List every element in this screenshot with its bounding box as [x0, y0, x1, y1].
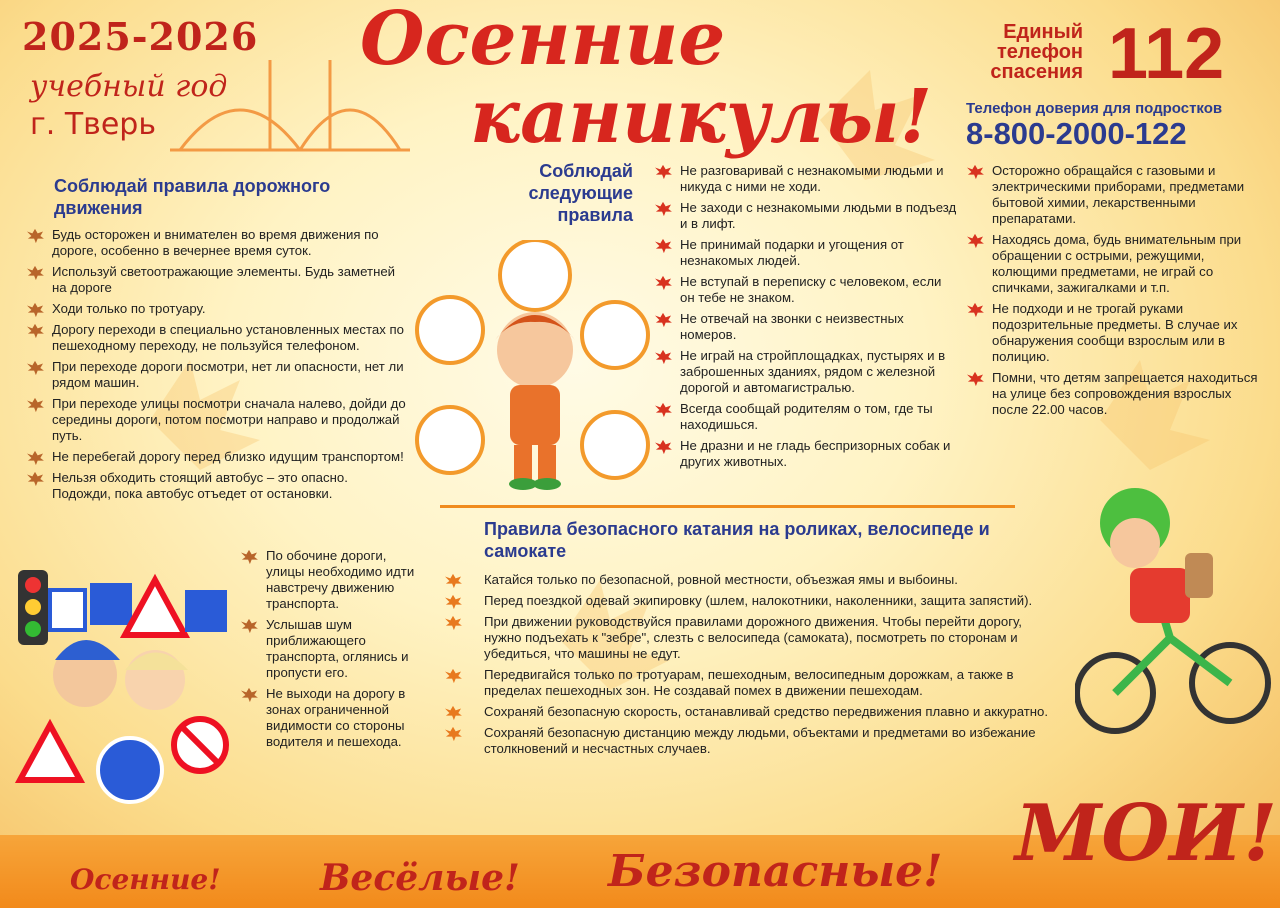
- city-name: г. Тверь: [30, 107, 157, 142]
- title-line-2: каникулы!: [470, 74, 933, 160]
- school-year-text: учебный год: [30, 69, 228, 104]
- maple-leaf-icon: [444, 726, 462, 742]
- list-item-text: Дорогу переходи в специально установленных местах по пешеходному переходу, не пользуйся телефоном.: [52, 322, 404, 353]
- list-item-text: Нельзя обходить стоящий автобус – это опасно. Подожди, пока автобус отъедет от остановки.: [52, 470, 348, 501]
- list-item: [654, 438, 959, 470]
- maple-leaf-icon: [26, 360, 44, 376]
- maple-leaf-icon: [26, 302, 44, 318]
- knife-icon: [500, 240, 570, 310]
- maple-leaf-icon: [654, 201, 672, 217]
- emergency-label-3: спасения: [990, 61, 1083, 83]
- list-item-text: Услышав шум приближающего транспорта, оглянись и пропусти его.: [266, 617, 409, 680]
- maple-leaf-icon: [444, 705, 462, 721]
- emergency-label: [963, 22, 1083, 82]
- emergency-label-1: Единый: [1003, 21, 1083, 43]
- road-rules-extra: [240, 548, 415, 755]
- list-item-text: Всегда сообщай родителям о том, где ты находишься.: [680, 401, 933, 432]
- list-item: [26, 264, 406, 296]
- list-item: [654, 401, 959, 433]
- list-item-text: Не подходи и не трогай руками подозрительные предметы. В случае их обнаружения сообщи взрослым или в полицию.: [992, 301, 1238, 364]
- slogan-safe: Безопасные!: [608, 846, 943, 897]
- maple-leaf-icon: [26, 228, 44, 244]
- school-year-range: 2025-2026: [22, 14, 259, 59]
- list-item-text: Перед поездкой одевай экипировку (шлем, налокотники, наколенники, защита запястий).: [484, 593, 1033, 608]
- list-item-text: Не играй на стройплощадках, пустырях и в заброшенных зданиях, рядом с железной дорогой и автомагистралью.: [680, 348, 946, 395]
- road-rules-title: Соблюдай правила дорожного движения: [54, 176, 331, 218]
- list-item: [26, 396, 406, 444]
- home-rules-list: [966, 163, 1261, 418]
- maple-leaf-icon: [26, 323, 44, 339]
- list-item-text: Не принимай подарки и угощения от незнакомых людей.: [680, 237, 904, 268]
- cyclist-illustration: [1075, 478, 1275, 738]
- list-item-text: При переходе улицы посмотри сначала налево, дойди до середины дороги, потом посмотри направо и продолжай путь.: [52, 396, 406, 443]
- list-item: [26, 322, 406, 354]
- list-item-text: Передвигайся только по тротуарам, пешеходным, велосипедным дорожкам, а также в пределах пешеходных зон. Не создавай помех в движении пешеходам.: [484, 667, 1014, 698]
- road-rules-list: [26, 227, 406, 502]
- list-item-text: Не дразни и не гладь беспризорных собак и других животных.: [680, 438, 951, 469]
- bike-rules-section: [440, 518, 1060, 762]
- list-item: [966, 370, 1261, 418]
- bike-rules-title: Правила безопасного катания на роликах, велосипеде и самокате: [484, 519, 990, 561]
- maple-leaf-icon: [654, 349, 672, 365]
- list-item: [654, 348, 959, 396]
- follow-rules-list: [654, 163, 959, 470]
- maple-leaf-icon: [26, 450, 44, 466]
- maple-leaf-icon: [966, 164, 984, 180]
- matches-icon: [417, 297, 483, 363]
- kids-road-signs-illustration: [10, 565, 235, 815]
- maple-leaf-icon: [966, 233, 984, 249]
- maple-leaf-icon: [654, 164, 672, 180]
- maple-leaf-icon: [654, 439, 672, 455]
- list-item: [440, 593, 1060, 609]
- list-item: [240, 686, 415, 750]
- list-item: [26, 227, 406, 259]
- bike-rules-list: [440, 572, 1060, 757]
- slogan-mine: МОИ!: [1015, 788, 1278, 879]
- road-icon: [582, 412, 648, 478]
- list-item-text: Сохраняй безопасную дистанцию между людьми, объектами и предметами во избежание столкновений и несчастных случаев.: [484, 725, 1036, 756]
- list-item: [26, 470, 406, 502]
- list-item-text: Не вступай в переписку с человеком, если он тебе не знаком.: [680, 274, 942, 305]
- maple-leaf-icon: [654, 402, 672, 418]
- section-divider: [440, 505, 1015, 508]
- list-item: [26, 449, 406, 465]
- list-item: [240, 617, 415, 681]
- school-year-label: [30, 68, 227, 144]
- list-item: [966, 301, 1261, 365]
- list-item-text: Сохраняй безопасную скорость, останавливай средство передвижения плавно и аккуратно.: [484, 704, 1049, 719]
- list-item: [654, 200, 959, 232]
- maple-leaf-icon: [654, 275, 672, 291]
- list-item-text: Используй светоотражающие элементы. Будь заметней на дороге: [52, 264, 396, 295]
- maple-leaf-icon: [444, 573, 462, 589]
- maple-leaf-icon: [444, 594, 462, 610]
- list-item: [440, 704, 1060, 720]
- list-item: [26, 301, 406, 317]
- truck-icon: [582, 302, 648, 368]
- follow-rules-title: Соблюдай следующие правила: [528, 161, 633, 225]
- slogan-autumn: Осенние!: [70, 863, 221, 896]
- maple-leaf-icon: [444, 668, 462, 684]
- maple-leaf-icon: [240, 618, 258, 634]
- maple-leaf-icon: [966, 302, 984, 318]
- list-item-text: Будь осторожен и внимателен во время движения по дороге, особенно в вечернее время суток.: [52, 227, 379, 258]
- trust-phone-number: 8-800-2000-122: [966, 116, 1187, 151]
- list-item-text: Не разговаривай с незнакомыми людьми и никуда с ними не ходи.: [680, 163, 944, 194]
- list-item: [966, 232, 1261, 296]
- road-rules-section: [26, 175, 406, 507]
- list-item-text: Не перебегай дорогу перед близко идущим транспортом!: [52, 449, 404, 464]
- list-item: [440, 614, 1060, 662]
- maple-leaf-icon: [444, 615, 462, 631]
- list-item: [654, 274, 959, 306]
- emergency-label-2: телефон: [996, 41, 1083, 63]
- maple-leaf-icon: [966, 371, 984, 387]
- road-rules-list-2: [240, 548, 415, 750]
- list-item-text: Не отвечай на звонки с неизвестных номеров.: [680, 311, 904, 342]
- list-item-text: Не заходи с незнакомыми людьми в подъезд и в лифт.: [680, 200, 957, 231]
- list-item-text: Не выходи на дорогу в зонах ограниченной видимости со стороны водителя и пешехода.: [266, 686, 406, 749]
- list-item-text: Ходи только по тротуару.: [52, 301, 206, 316]
- list-item: [440, 667, 1060, 699]
- list-item: [440, 725, 1060, 757]
- emergency-number: 112: [1108, 14, 1225, 94]
- list-item: [26, 359, 406, 391]
- list-item: [654, 311, 959, 343]
- list-item: [654, 237, 959, 269]
- crane-icon: [417, 407, 483, 473]
- trust-phone-label: Телефон доверия для подростков: [966, 100, 1223, 117]
- list-item-text: По обочине дороги, улицы необходимо идти навстречу движению транспорта.: [266, 548, 415, 611]
- follow-rules-section: [654, 163, 959, 475]
- slogan-fun: Весёлые!: [320, 857, 520, 899]
- maple-leaf-icon: [654, 238, 672, 254]
- page-title: [360, 0, 933, 160]
- list-item-text: Находясь дома, будь внимательным при обращении с острыми, режущими, колющими предметами, не играй со спичками, зажигалками и т.п.: [992, 232, 1242, 295]
- list-item: [240, 548, 415, 612]
- title-line-1: Осенние: [360, 0, 726, 82]
- child-dangers-illustration: [410, 240, 655, 495]
- maple-leaf-icon: [654, 312, 672, 328]
- home-rules-section: [966, 163, 1261, 423]
- maple-leaf-icon: [240, 549, 258, 565]
- list-item: [966, 163, 1261, 227]
- list-item: [440, 572, 1060, 588]
- list-item-text: При движении руководствуйся правилами дорожного движения. Чтобы перейти дорогу, нужно подъехать к "зебре", слезть с велосипеда (самоката), посмотреть по сторонам и убедиться, что машины не едут.: [484, 614, 1022, 661]
- maple-leaf-icon: [240, 687, 258, 703]
- list-item-text: Помни, что детям запрещается находиться на улице без сопровождения взрослых после 22.00 часов.: [992, 370, 1258, 417]
- maple-leaf-icon: [26, 265, 44, 281]
- maple-leaf-icon: [26, 471, 44, 487]
- list-item-text: При переходе дороги посмотри, нет ли опасности, нет ли рядом машин.: [52, 359, 404, 390]
- list-item: [654, 163, 959, 195]
- maple-leaf-icon: [26, 397, 44, 413]
- list-item-text: Осторожно обращайся с газовыми и электрическими приборами, предметами бытовой химии, лекарственными препаратами.: [992, 163, 1245, 226]
- list-item-text: Катайся только по безопасной, ровной местности, объезжая ямы и выбоины.: [484, 572, 958, 587]
